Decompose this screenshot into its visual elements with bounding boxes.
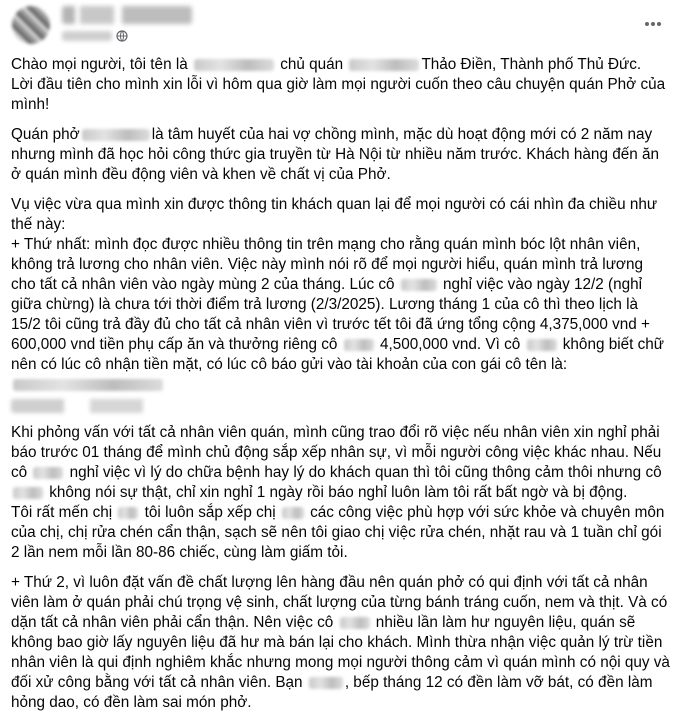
redacted-text (118, 507, 138, 519)
post-text: Lời đầu tiên cho mình xin lỗi vì hôm qua giờ làm mọi người cuốn theo câu chuyện quán Phở của mình! (11, 76, 666, 113)
post-paragraph (11, 125, 671, 185)
post-text: chủ quán (275, 56, 348, 73)
post-text: là tâm huyết của hai vợ chồng mình, mặc dù hoạt động mới có 2 năm nay nhưng mình đã học hỏi công thức gia truyền từ Hà Nội từ nhiều năm trước. Khách hàng đến ăn ở quán mình đều động viên và khen về chất vị của Phở. (11, 126, 659, 183)
post-text: nghỉ việc vì lý do chữa bệnh hay lý do khách quan thì tôi cũng thông cảm thôi nhưng cô (65, 464, 662, 481)
post-text: nhiều lần làm hư nguyên liệu, quán sẽ không bao giờ lấy nguyên liệu đã hư mà bán lại cho khách. Mình thừa nhận việc quản lý trừ tiền nhân viên là qui định nghiêm khắc nhưng mong mọi người thông cảm vì quán mình có nội quy và đối xử công bằng với tất cả nhân viên. Bạn (11, 614, 670, 691)
redacted-line (11, 399, 671, 413)
post-paragraph (11, 55, 671, 115)
post-text: Chào mọi người, tôi tên là (11, 56, 192, 73)
post-text: 4,500,000 vnd. Vì cô (375, 336, 525, 353)
post-text: nghỉ việc vào ngày 12/2 (nghỉ giữa chừng) là chưa tới thời điểm trả lương (2/3/2025). Lương tháng 1 của cô thì theo lịch là 15/2 tôi cũng trả đầy đủ cho tất cả nhân viên vì trước tết tôi đã ứng tổng cộng 4,375,000 vnd + 600,000 vnd tiền phụ cấp ăn và thưởng riêng cô (11, 276, 650, 353)
redacted-text (194, 59, 274, 71)
post-timestamp-redacted[interactable] (62, 31, 112, 41)
redacted-text (401, 279, 437, 291)
post-meta (62, 29, 128, 43)
redacted-text (282, 507, 304, 519)
author-avatar[interactable] (12, 6, 50, 44)
redacted-text (309, 677, 343, 689)
redacted-text (340, 617, 370, 629)
post-text: , bếp tháng 12 có đền làm vỡ bát, có đền làm hỏng dao, có đền làm sai món phở. (11, 674, 653, 711)
redacted-text (527, 339, 557, 351)
post-options-button[interactable] (639, 10, 667, 38)
post-text: các công việc phù hợp với sức khỏe và chuyên môn của chị, chị rửa chén cẩn thận, sạch sẽ nên tôi giao chị việc rửa chén, nhặt rau và 1 tuần chỉ gói 2 lần nem mỗi lần 80-86 chiếc, cùng làm giấm tỏi. (11, 504, 665, 561)
post-text: Vụ việc vừa qua mình xin được thông tin khách quan lại để mọi người có cái nhìn đa chiều như thế này: (11, 196, 658, 233)
redacted-text (13, 487, 43, 499)
post-paragraph (11, 423, 671, 563)
post-paragraph (11, 573, 671, 713)
post-body (11, 55, 671, 723)
post-text: Tôi rất mến chị (11, 504, 117, 521)
post-text: Khi phỏng vấn với tất cả nhân viên quán, mình cũng trao đổi rõ việc nếu nhân viên xin nghỉ phải báo trước 01 tháng để mình chủ động sắp xếp nhân sự, vì mỗi người công việc khác nhau. Nếu cô (11, 424, 662, 481)
redacted-text (82, 129, 150, 141)
redacted-text (33, 467, 63, 479)
redacted-text (13, 379, 163, 391)
post-text: Thảo Điền, Thành phố Thủ Đức. (421, 56, 642, 73)
more-horizontal-icon (644, 21, 662, 27)
post-text: tôi luôn sắp xếp chị (140, 504, 280, 521)
post-text: + Thứ 2, vì luôn đặt vấn đề chất lượng lên hàng đầu nên quán phở có qui định với tất cả nhân viên làm ở quán phải chú trọng vệ sinh, chất lượng của từng bánh tráng cuốn, nem và thịt. Và có dặn tất cả nhân viên phải cẩn thận. Nên việc cô (11, 574, 668, 631)
post-text: không nói sự thật, chỉ xin nghỉ 1 ngày rồi báo nghỉ luôn làm tôi rất bất ngờ và bị động. (45, 484, 628, 501)
post-paragraph (11, 195, 671, 413)
post-text: + Thứ nhất: mình đọc được nhiều thông tin trên mạng cho rằng quán mình bóc lột nhân viên, không trả lương cho nhân viên. Việc này mình nói rõ để mọi người hiểu, quán mình trả lương cho tất cả nhân viên vào ngày mùng 2 của tháng. Lúc cô (11, 236, 643, 293)
globe-icon (116, 30, 128, 42)
post-text: không biết chữ nên có lúc cô nhận tiền mặt, có lúc cô báo gửi vào tài khoản của con gái cô tên là: (11, 336, 665, 373)
post-text: Quán phở (11, 126, 80, 143)
post-header (0, 0, 681, 52)
redacted-text (344, 339, 374, 351)
redacted-text (349, 59, 419, 71)
author-name-redacted[interactable] (62, 6, 192, 24)
